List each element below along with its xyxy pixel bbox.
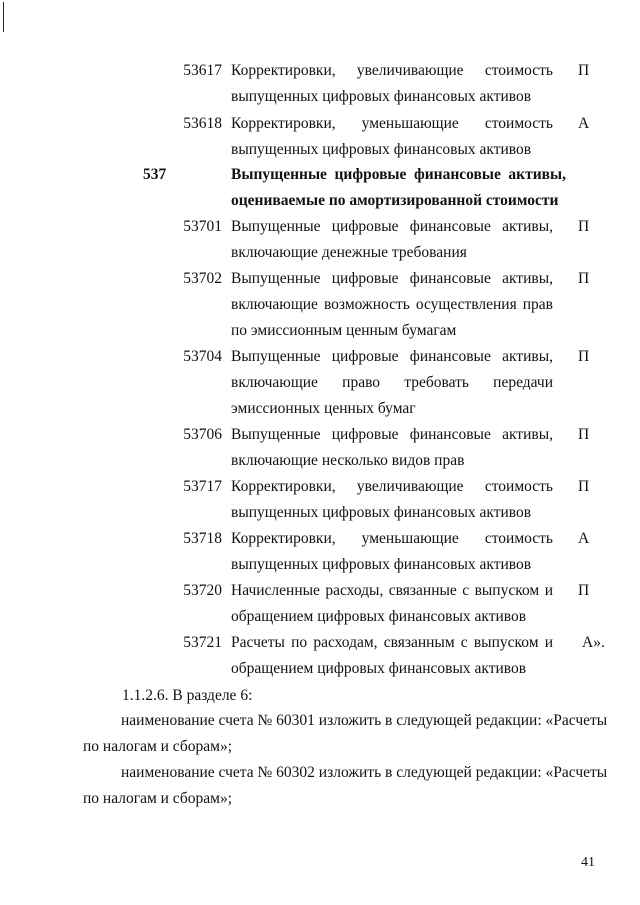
- account-flag: А: [578, 115, 590, 132]
- account-code: 53618: [183, 115, 222, 132]
- page-number: 41: [581, 855, 595, 870]
- clause-heading: 1.1.2.6. В разделе 6:: [122, 687, 253, 704]
- account-description: Корректировки, уменьшающие стоимость выпущенных цифровых финансовых активов: [231, 530, 553, 573]
- account-description: Расчеты по расходам, связанным с выпуском и обращением цифровых финансовых активов: [231, 634, 553, 677]
- account-description: Выпущенные цифровые финансовые активы, включающие возможность осуществления прав по эмиссионным ценным бумагам: [231, 270, 553, 339]
- account-description: Корректировки, увеличивающие стоимость выпущенных цифровых финансовых активов: [231, 478, 553, 521]
- account-flag: А».: [582, 634, 605, 651]
- account-description: Начисленные расходы, связанные с выпуском и обращением цифровых финансовых активов: [231, 582, 553, 625]
- account-code: 53717: [183, 478, 222, 495]
- account-flag: П: [578, 478, 590, 495]
- account-flag: П: [578, 270, 590, 287]
- account-code: 53718: [183, 530, 222, 547]
- section-title: Выпущенные цифровые финансовые активы, оцениваемые по амортизированной стоимости: [231, 166, 566, 209]
- account-description: Корректировки, увеличивающие стоимость выпущенных цифровых финансовых активов: [231, 62, 553, 105]
- account-description: Корректировки, уменьшающие стоимость выпущенных цифровых финансовых активов: [231, 115, 553, 158]
- section-code: 537: [143, 166, 167, 183]
- margin-mark: [3, 2, 4, 32]
- account-description: Выпущенные цифровые финансовые активы, включающие несколько видов прав: [231, 426, 553, 469]
- clause-paragraph: наименование счета № 60302 изложить в следующей редакции: «Расчеты по налогам и сборам»;: [83, 764, 608, 807]
- account-flag: П: [578, 582, 590, 599]
- account-code: 53720: [183, 582, 222, 599]
- clause-paragraph: наименование счета № 60301 изложить в следующей редакции: «Расчеты по налогам и сборам»;: [83, 712, 608, 755]
- account-code: 53617: [183, 62, 222, 79]
- account-code: 53702: [183, 270, 222, 287]
- account-code: 53704: [183, 348, 222, 365]
- account-code: 53701: [183, 218, 222, 235]
- account-code: 53706: [183, 426, 222, 443]
- account-flag: П: [578, 62, 590, 79]
- account-flag: П: [578, 218, 590, 235]
- account-description: Выпущенные цифровые финансовые активы, включающие денежные требования: [231, 218, 553, 261]
- account-code: 53721: [183, 634, 222, 651]
- account-flag: П: [578, 348, 590, 365]
- account-description: Выпущенные цифровые финансовые активы, включающие право требовать передачи эмиссионных ценных бумаг: [231, 348, 553, 417]
- account-flag: А: [578, 530, 590, 547]
- account-flag: П: [578, 426, 590, 443]
